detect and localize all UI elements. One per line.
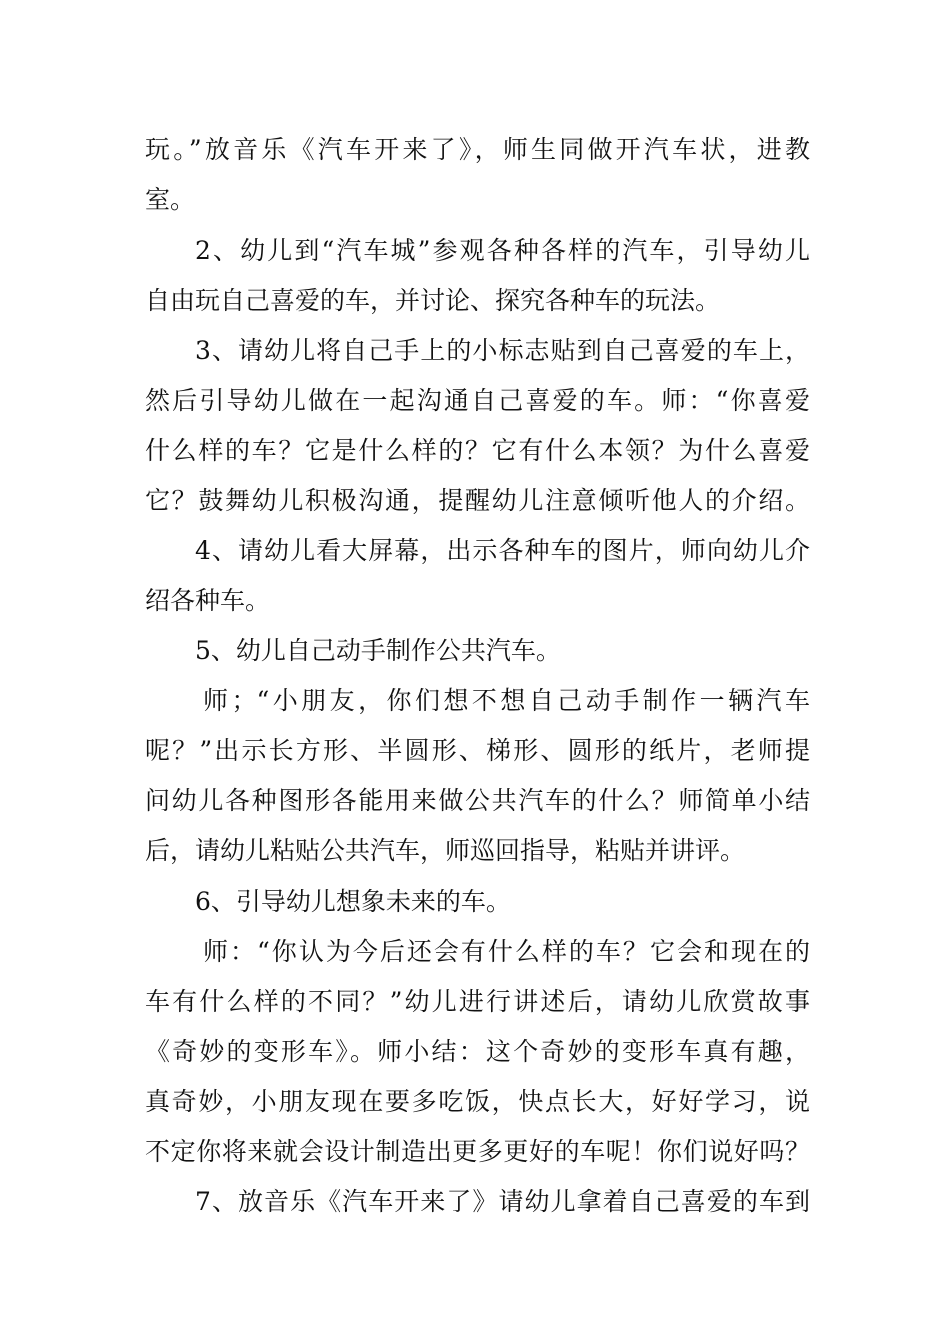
text-line-3: 2、幼儿到“汽车城”参观各种各样的汽车，引导幼儿: [195, 236, 810, 265]
text-line-9: 4、请幼儿看大屏幕，出示各种车的图片，师向幼儿介: [195, 536, 810, 565]
text-line-4: 自由玩自己喜爱的车，并讨论、探究各种车的玩法。: [145, 286, 721, 315]
text-line-6: 然后引导幼儿做在一起沟通自己喜爱的车。师：“你喜爱: [145, 386, 810, 415]
text-line-1: 玩。”放音乐《汽车开来了》，师生同做开汽车状，进教: [145, 135, 810, 164]
text-line-14: 问幼儿各种图形各能用来做公共汽车的什么？师简单小结: [145, 786, 810, 815]
text-line-2: 室。: [145, 185, 196, 214]
text-line-15: 后，请幼儿粘贴公共汽车，师巡回指导，粘贴并讲评。: [145, 836, 746, 865]
text-line-22: 7、放音乐《汽车开来了》请幼儿拿着自己喜爱的车到: [195, 1187, 810, 1216]
text-line-16: 6、引导幼儿想象未来的车。: [195, 887, 511, 916]
text-line-19: 《奇妙的变形车》。师小结：这个奇妙的变形车真有趣，: [145, 1037, 810, 1066]
text-line-21: 不定你将来就会设计制造出更多更好的车呢！你们说好吗？: [145, 1137, 810, 1166]
text-line-17: 师：“你认为今后还会有什么样的车？它会和现在的: [203, 937, 810, 966]
text-line-7: 什么样的车？它是什么样的？它有什么本领？为什么喜爱: [145, 436, 810, 465]
text-line-5: 3、请幼儿将自己手上的小标志贴到自己喜爱的车上，: [195, 336, 810, 365]
text-line-8: 它？鼓舞幼儿积极沟通，提醒幼儿注意倾听他人的介绍。: [145, 486, 810, 515]
text-line-12: 师；“小朋友，你们想不想自己动手制作一辆汽车: [203, 686, 810, 715]
text-line-20: 真奇妙，小朋友现在要多吃饭，快点长大，好好学习，说: [145, 1087, 810, 1116]
text-line-13: 呢？”出示长方形、半圆形、梯形、圆形的纸片，老师提: [145, 736, 810, 765]
text-line-11: 5、幼儿自己动手制作公共汽车。: [195, 636, 561, 665]
text-line-10: 绍各种车。: [145, 586, 271, 615]
text-line-18: 车有什么样的不同？”幼儿进行讲述后，请幼儿欣赏故事: [145, 987, 810, 1016]
